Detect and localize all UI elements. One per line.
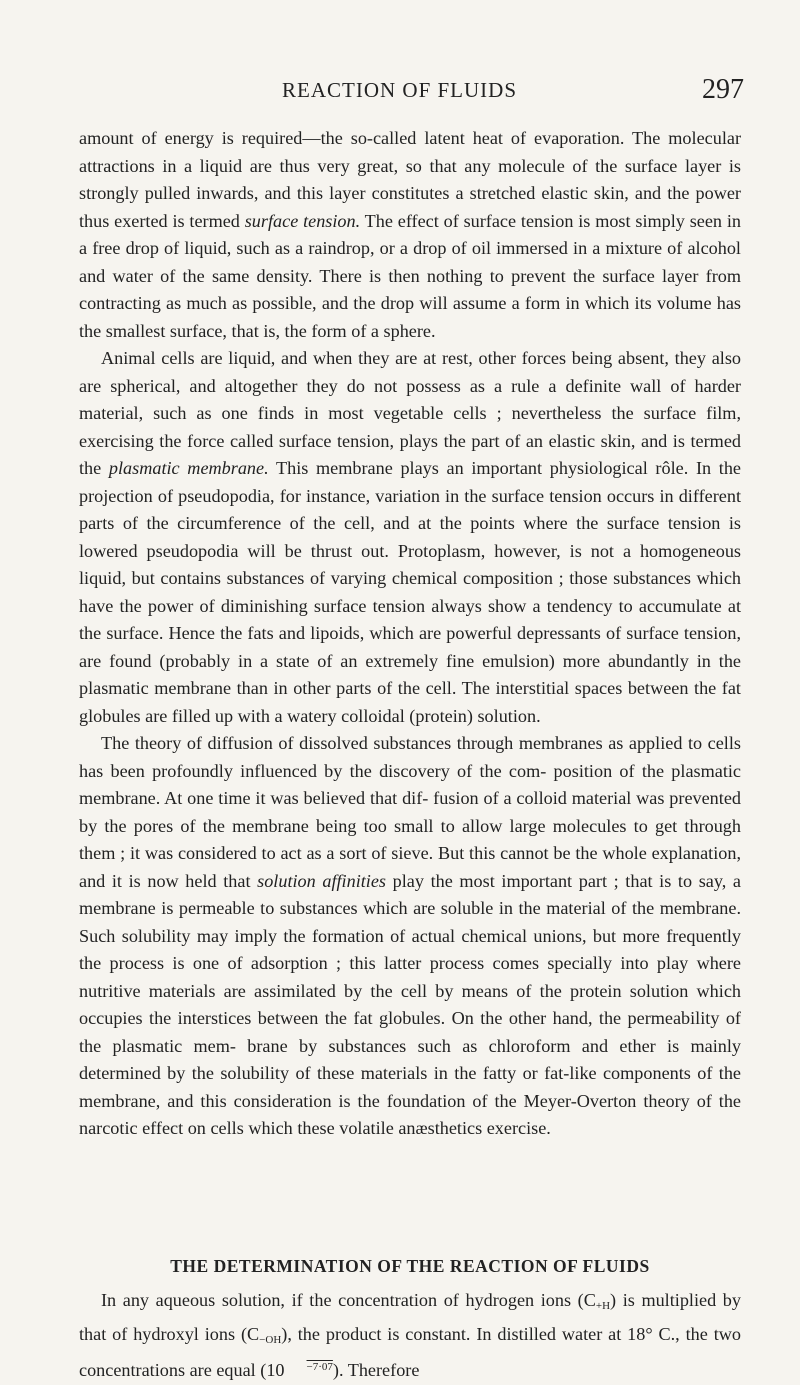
paragraph-3: The theory of diffusion of dissolved substances through membranes as applied to cells has been profoundly influenced by the discovery of the com- position of the plasmatic membrane. At one time it was believed that dif- fusion of a colloid material was prevented by the pores of the membrane being too small to allow large molecules to get through them ; it was considered to act as a sort of sieve. But this cannot be the whole explanation, and it is now held that solution affinities play the most important part ; that is to say, a membrane is permeable to substances which are soluble in the material of the membrane. Such solubility may imply the formation of actual chemical unions, but more frequently the process is one of adsorption ; this latter process comes specially into play where nutritive materials are assimilated by the cell by means of the protein solution which occupies the interstices between the fat globules. On the other hand, the permeability of the plasmatic mem- brane by substances such as chloroform and ether is mainly determined by the solubility of these materials in the fatty or fat-like components of the membrane, and this consideration is the foundation of the Meyer-Overton theory of the narcotic effect on cells which these volatile anæsthetics exercise. — [79, 733, 741, 1138]
paragraph-1: amount of energy is required—the so-called latent heat of evaporation. The molecular attractions in a liquid are thus very great, so that any molecule of the surface layer is strongly pulled inwards, and this layer constitutes a stretched elastic skin, and the power thus exerted is termed surface tension. The effect of surface tension is most simply seen in a free drop of liquid, such as a raindrop, or a drop of oil immersed in a mixture of alcohol and water of the same density. There is then nothing to prevent the surface layer from contracting as much as possible, and the drop will assume a form in which its volume has the smallest surface, that is, the form of a sphere. — [79, 128, 741, 341]
body-text — [79, 125, 741, 1143]
paragraph-4: In any aqueous solution, if the concentration of hydrogen ions $(C_{+H})$ is multiplied by that of hydroxyl ions $(C_{-OH})$, the product is constant. In distilled water at 18° C., the two concentrations are equal (10 −7·07). Therefore — [79, 1290, 741, 1380]
term-plasmatic-membrane: plasmatic membrane. — [108, 458, 269, 478]
section-heading: THE DETERMINATION OF THE REACTION OF FLUIDS — [170, 1256, 650, 1276]
page-number: 297 — [702, 74, 744, 105]
section-body — [79, 1287, 741, 1385]
hydroxyl-concentration-symbol: $C_{-OH}$ — [247, 1323, 282, 1346]
hydrogen-concentration-symbol: $C_{+H}$ — [583, 1290, 611, 1312]
term-solution-affinities: solution affinities — [257, 870, 387, 891]
term-surface-tension: surface tension. — [244, 210, 361, 231]
running-title: REACTION OF FLUIDS — [282, 78, 518, 102]
exponent: −7·07 — [306, 1361, 333, 1373]
page-header — [0, 74, 800, 108]
paragraph-2: Animal cells are liquid, and when they are at rest, other forces being absent, they also are spherical, and altogether they do not possess as a rule a definite wall of harder material, such as one finds in most vegetable cells ; nevertheless the surface film, exercising the force called surface tension, plays the part of an elastic skin, and is termed the plasmatic membrane. This membrane plays an important physiological rôle. In the projection of pseudopodia, for instance, variation in the surface tension occurs in different parts of the circumference of the cell, and at the points where the surface tension is lowered pseudopodia will be thrust out. Protoplasm, however, is not a homogeneous liquid, but contains substances of varying chemical composition ; those substances which have the power of diminishing surface tension always show a tendency to accumulate at the surface. Hence the fats and lipoids, which are powerful depressants of surface tension, are found (probably in a state of an extremely fine emulsion) more abundantly in the plasmatic membrane than in other parts of the cell. The interstitial spaces between the fat globules are filled up with a watery colloidal (protein) solution. — [79, 348, 741, 726]
